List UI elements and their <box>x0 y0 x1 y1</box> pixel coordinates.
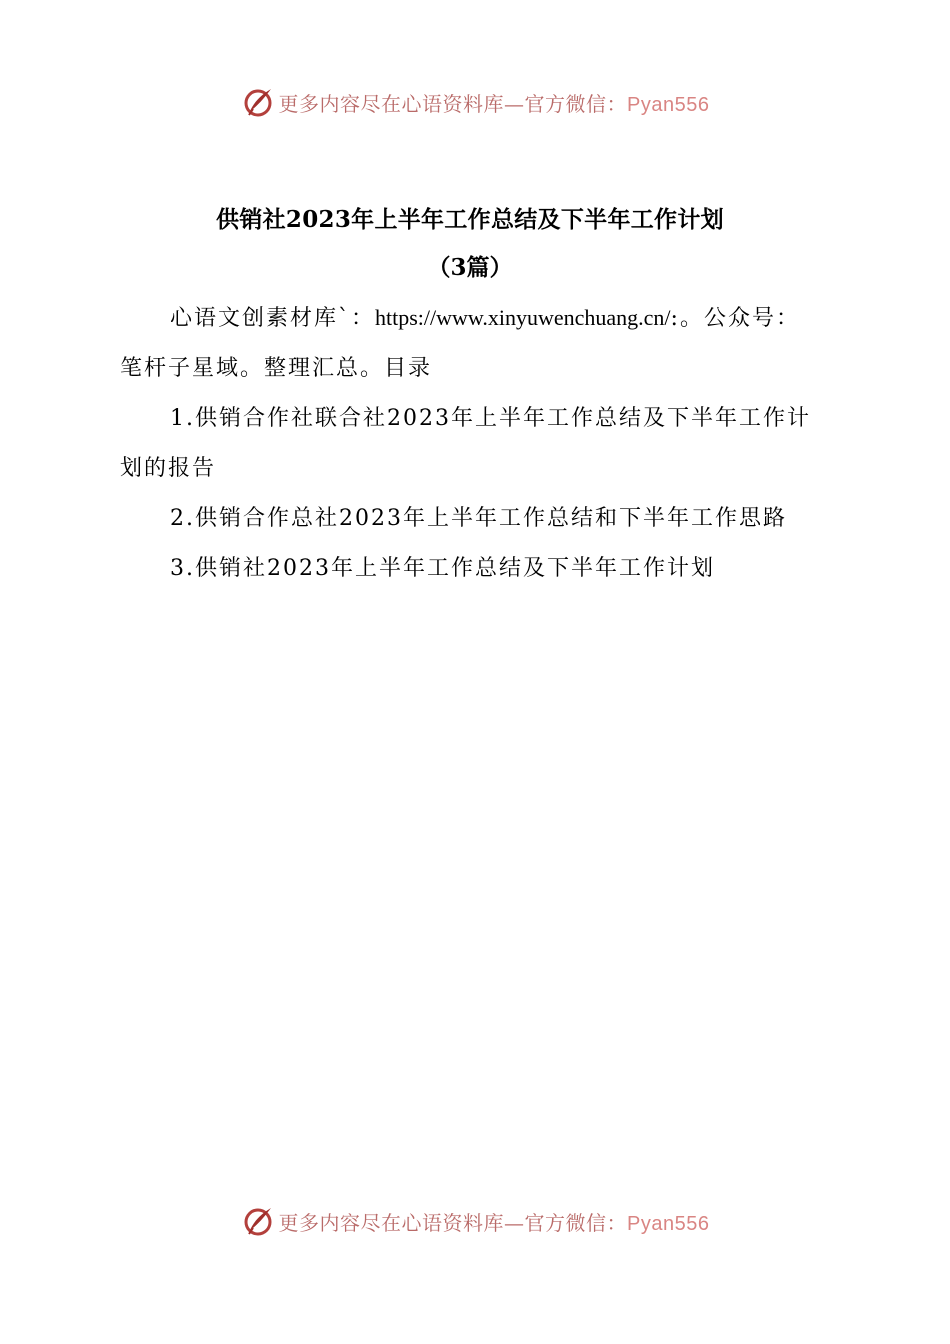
toc-item-1: 1.供销合作社联合社2023年上半年工作总结及下半年工作计划的报告 <box>120 406 811 481</box>
header-watermark <box>0 82 950 122</box>
wechat-id: Pyan556 <box>627 1212 710 1235</box>
footer-watermark <box>0 1201 950 1241</box>
watermark-text: 更多内容尽在心语资料库—官方微信：Pyan556 <box>278 1210 710 1235</box>
quill-logo-icon <box>241 1204 275 1238</box>
document-title: 供销社2023年上半年工作总结及下半年工作计划 <box>216 206 724 233</box>
toc-item-2: 2.供销合作总社2023年上半年工作总结和下半年工作思路 <box>170 506 787 531</box>
toc-item-3: 3.供销社2023年上半年工作总结及下半年工作计划 <box>170 556 715 581</box>
intro-prefix: 心语文创素材库`： <box>170 306 376 331</box>
watermark-text: 更多内容尽在心语资料库—官方微信：Pyan556 <box>278 91 710 116</box>
intro-paragraph <box>120 293 820 394</box>
document-subtitle: （3篇） <box>427 254 513 281</box>
quill-logo-icon <box>241 85 275 119</box>
intro-url: https://www.xinyuwenchuang.cn/ <box>375 305 671 330</box>
intro-suffix: :。公众号：笔杆子星域。整理汇总。目录 <box>120 306 800 381</box>
wechat-id: Pyan556 <box>627 93 710 116</box>
document-body <box>120 205 820 594</box>
